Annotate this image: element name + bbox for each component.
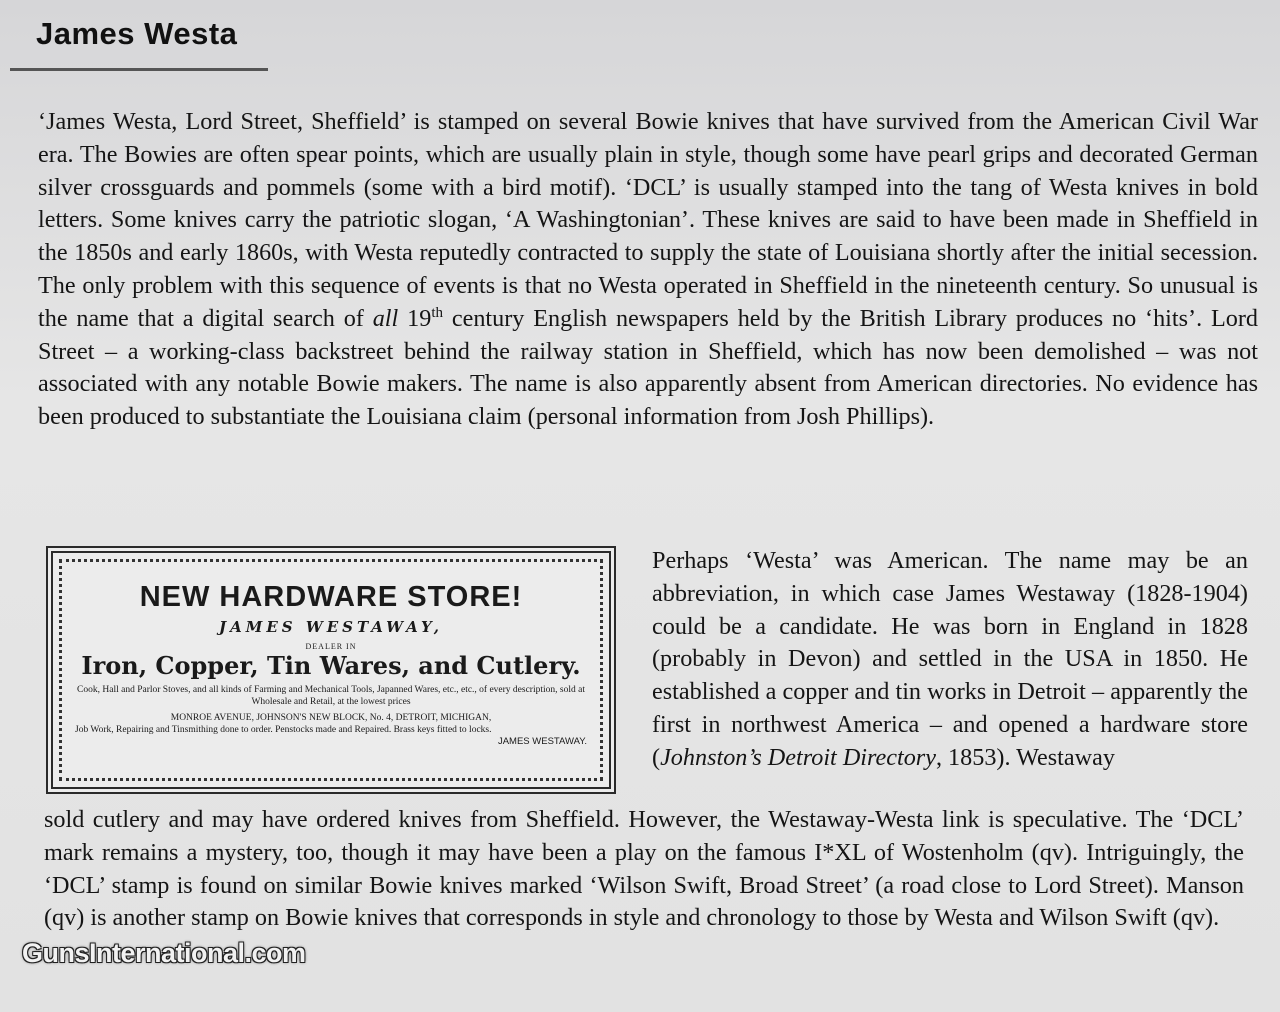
ad-description: Cook, Hall and Parlor Stoves, and all kinds of Farming and Mechanical Tools, Japanned Wares, etc., etc., of every description, sold at Wholesale and Retail, at the lowest prices: [77, 685, 585, 707]
watermark-logo: GunsInternational.com: [22, 938, 306, 968]
ad-title: NEW HARDWARE STORE!: [139, 581, 523, 613]
ad-services: Job Work, Repairing and Tinsmithing done to order. Penstocks made and Repaired. Brass keys fitted to locks.: [75, 725, 492, 735]
ad-signature: JAMES WESTAWAY.: [497, 736, 587, 747]
paragraph-1-emphasis: all: [372, 304, 399, 332]
paragraph-1: [38, 106, 1258, 434]
directory-citation: Johnston’s Detroit Directory: [660, 743, 936, 771]
paragraph-1-text-b: century English newspapers held by the British Library produces no ‘hits’. Lord Street – a working-class backstreet behind the railway station in Sheffield, which has now been demolished – was not associated with any notable Bowie makers. The name is also apparently absent from American directories. No evidence has been produced to substantiate the Louisiana claim (personal information from Josh Phillips).: [38, 304, 1259, 431]
paragraph-2: [652, 545, 1248, 775]
heading-underline: [10, 68, 268, 71]
ad-address: MONROE AVENUE, JOHNSON'S NEW BLOCK, No. 4, DETROIT, MICHIGAN,: [170, 713, 492, 723]
paragraph-1-superscript: th: [431, 304, 443, 321]
paragraph-2-text-a: Perhaps ‘Westa’ was American. The name may be an abbreviation, in which case James Westaway (1828-1904) could be a candidate. He was born in England in 1828 (probably in Devon) and settled in the USA in 1850. He established a copper and tin works in Detroit – apparently the first in northwest America – and opened a hardware store (: [652, 547, 1248, 771]
paragraph-3: sold cutlery and may have ordered knives from Sheffield. However, the Westaway-Westa link is speculative. The ‘DCL’ mark remains a mystery, too, though it may have been a play on the famous I*XL of Wostenholm (qv). Intriguingly, the ‘DCL’ stamp is found on similar Bowie knives marked ‘Wilson Swift, Broad Street’ (a road close to Lord Street). Manson (qv) is another stamp on Bowie knives that corresponds in style and chronology to those by Westa and Wilson Swift (qv).: [44, 806, 1244, 932]
paragraph-2-text-b: , 1853). Westaway: [935, 743, 1115, 771]
hardware-store-advertisement: [46, 546, 616, 794]
ad-goods: Iron, Copper, Tin Wares, and Cutlery.: [81, 651, 581, 680]
ad-proprietor-name: JAMES WESTAWAY,: [219, 618, 443, 636]
section-heading: James Westa: [36, 16, 238, 51]
paragraph-1-text-a: ‘James Westa, Lord Street, Sheffield’ is stamped on several Bowie knives that have survived from the American Civil War era. The Bowies are often spear points, which are usually plain in style, though some have pearl grips and decorated German silver crossguards and pommels (some with a bird motif). ‘DCL’ is usually stamped into the tang of Westa knives in bold letters. Some knives carry the patriotic slogan, ‘A Washingtonian’. These knives are said to have been made in Sheffield in the 1850s and early 1860s, with Westa reputedly contracted to supply the state of Louisiana shortly after the initial secession. The only problem with this sequence of events is that no Westa operated in Sheffield in the nineteenth century. So unusual is the name that a digital search of: [38, 108, 1258, 332]
ad-dealer-label: DEALER IN: [305, 642, 357, 651]
paragraph-1-number: 19: [398, 304, 432, 332]
